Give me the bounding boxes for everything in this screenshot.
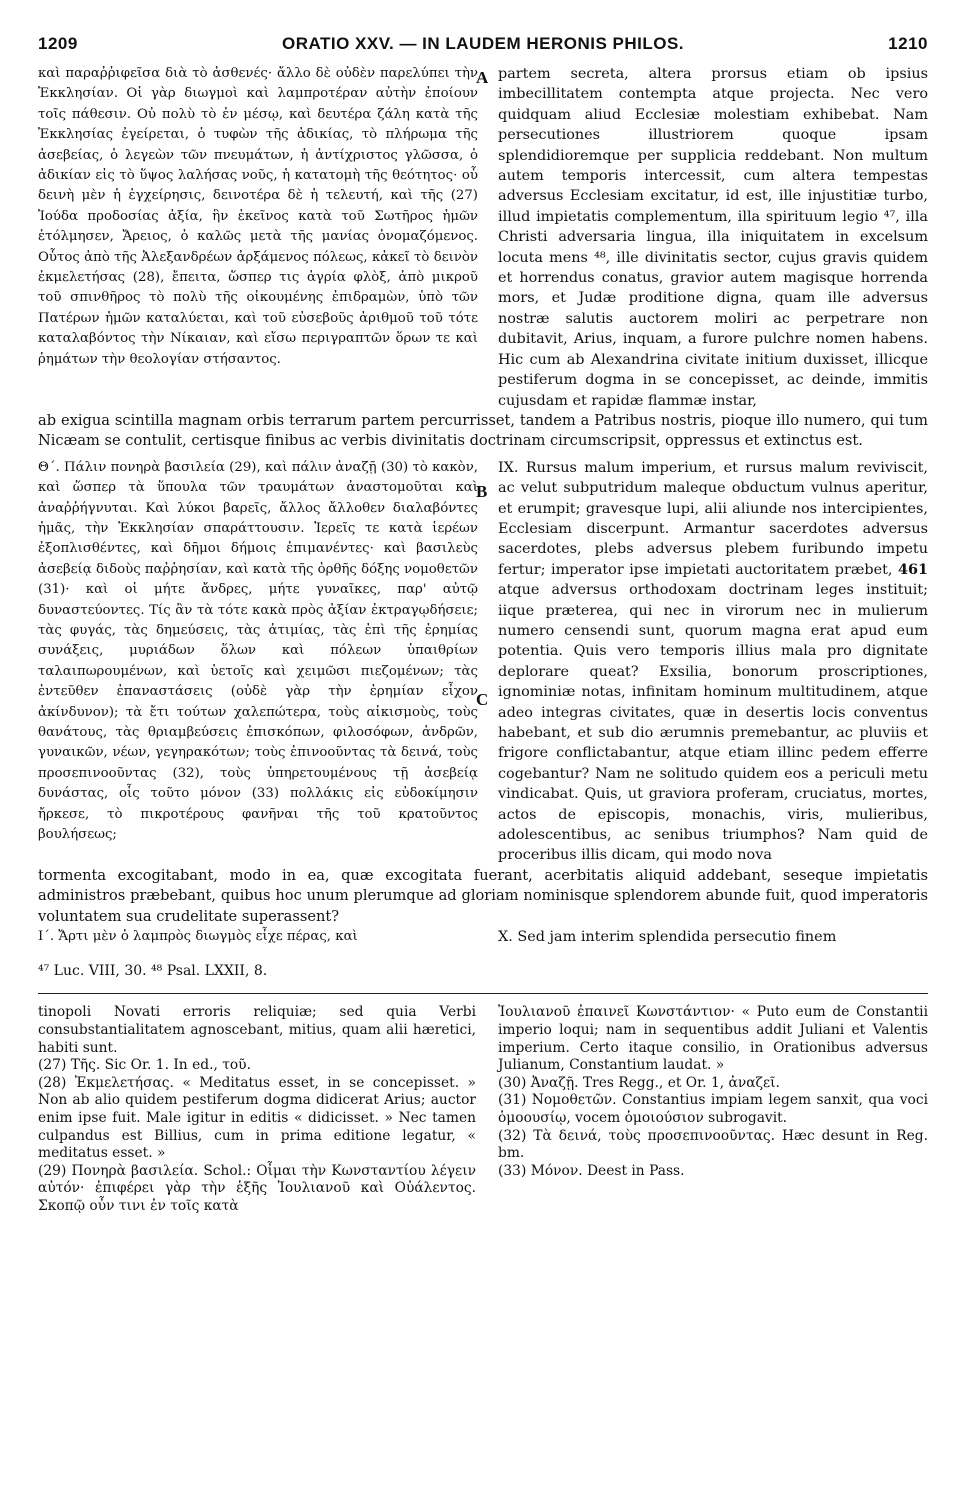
latin-column-1 [498, 64, 928, 411]
note-right-1: (30) Ἀναζῇ. Tres Regg., et Or. 1, ἀναζεῖ. [498, 1074, 780, 1091]
latin-column-2 [498, 458, 928, 866]
edition-page-number: 461 [897, 560, 928, 578]
latin-text-1: partem secreta, altera prorsus etiam ob ipsius imbecillitatem contempta atque projecta. Nec vero quidquam aliud Ecclesiæ molestiam exhibebat. Nam persecutiones illustriorem quoque ipsam splendidioremque per supplicia reddebant. Non multum autem temporis intercessit, cum altera tempestas adversus Ecclesiam excitatur, id est, ille injustitiæ turbo, illud impietatis complementum, illa spirituum legio ⁴⁷, illa Christi adversaria lingua, illa iniquitatem in excelsum locuta mens ⁴⁸, ille divinitatis sector, cujus gravis quidem et horrendus conatus, gravior autem magisque horrenda mors, et Judæ proditione digna, quam ille adversus nostræ salutis auctorem moliri ac perpetrare non dubitavit, Arius, inquam, a furore pulchre nomen habens. Hic cum ab Alexandrina civitate initium duxisset, illicque pestiferum dogma in se concepisset, ac deinde, immitis cujusdam et rapidæ flammæ instar, [498, 66, 928, 409]
note-right-3: (32) Τὰ δεινά, τοὺς προσεπινοοῦντας. Hæc desunt in Reg. bm. [498, 1127, 928, 1162]
margin-letter-c: C [476, 689, 489, 709]
latin-column-3 [498, 927, 928, 947]
notes-left-column [38, 1004, 476, 1215]
latin-text-3: X. Sed jam interim splendida persecutio finem [498, 929, 837, 946]
running-header [38, 34, 928, 64]
greek-column-1 [38, 64, 478, 411]
note-right-0: Ἰουλιανοῦ ἐπαινεῖ Κωνστάντιον· « Puto eum de Constantii imperio loqui; nam in sequentibus addit Juliani et Valentis imperium. Certo itaque consilio, in Orationibus adversus Julianum, Constantium laudat. » [498, 1004, 928, 1074]
greek-text-3: Ι΄. Ἄρτι μὲν ὁ λαμπρὸς διωγμὸς εἶχε πέρας, καὶ [38, 929, 358, 945]
running-title: ORATIO XXV. — IN LAUDEM HERONIS PHILOS. [281, 34, 685, 53]
notes-divider [38, 993, 928, 994]
margin-letter-b: B [476, 482, 488, 501]
note-left-0: tinopoli Novati erroris reliquiæ; sed quia Verbi consubstantialitatem agnoscebant, mitius, quam alii hæretici, habiti sunt. [38, 1004, 476, 1056]
note-right-2: (31) Νομοθετῶν. Constantius impiam legem sanxit, qua voci ὁμοουσίῳ, vocem ὁμοιούσιον subrogavit. [498, 1092, 928, 1127]
page-number-left: 1209 [38, 34, 78, 53]
section-3-columns [38, 927, 928, 947]
greek-column-2 [38, 458, 478, 866]
page-number-right: 1210 [888, 34, 928, 53]
scripture-footnotes: ⁴⁷ Luc. VIII, 30. ⁴⁸ Psal. LXXII, 8. [38, 963, 268, 980]
notes-right-column [498, 1004, 928, 1215]
page [38, 34, 928, 1216]
note-right-4: (33) Μόνον. Deest in Pass. [498, 1162, 685, 1179]
latin-text-2b: atque adversus orthodoxam doctrinam leges instituit; iique præterea, qui nec in virorum nec in mulierum numero censendi sunt, quorum magna erat apud eum potentia. Quis vero temporis illius mala pro dignitate deplorare queat? Exsilia, bonorum proscriptiones, ignominiæ notas, infinitam hominum multitudinem, atque adeo integras civitates, quæ in desertis locis conventus habebant, et sub dio ærumnis premebantur, ac pluviis et frigore conflictabantur, atque etiam illinc pedem efferre cogebantur? Nam ne solitudo quidem eos a periculi metu vindicabat. Quis, ut graviora proferam, cruciatus, mortes, actos de episcopis, monachis, viris, mulieribus, adolescentibus, ac senibus triumphos? Nam quid de proceribus illis dicam, qui modo nova [498, 582, 928, 864]
note-left-2: (28) Ἐκμελετήσας. « Meditatus esset, in se concepisset. » Non ab alio quidem pestiferum dogma didicerat Arius; auctor enim ipse fuit. Male igitur in editis « didicisset. » Nec tamen culpandus est Billius, cum in prima editione legatur, « meditatus esset. » [38, 1074, 476, 1162]
note-left-3: (29) Πονηρὰ βασιλεία. Schol.: Οἶμαι τὴν Κωνσταντίου λέγειν αὐτόν· ἐπιφέρει γὰρ τὴν ἑξῆς Ἰουλιανοῦ καὶ Οὐάλεντος. Σκοπῷ οὖν τινι ἐν τοῖς κατὰ [38, 1162, 476, 1214]
latin-fullwidth-2: tormenta excogitabant, modo in ea, quæ excogitata fuerant, acerbitatis aliquid addebant, seseque impietatis administros præbebant, quibus hoc unum plerumque ad gloriam nominisque splendorem abunde fuit, quod imperatoris voluntatem sua crudelitate superassent? [38, 866, 928, 925]
greek-text-2: Θ΄. Πάλιν πονηρὰ βασιλεία (29), καὶ πάλιν ἀναζῇ (30) τὸ κακὸν, καὶ ὥσπερ τὰ ὕπουλα τῶν τραυμάτων ἀναστομοῦται καὶ ἀναῤῥήγνυται. Καὶ λύκοι βαρεῖς, ἄλλος ἄλλοθεν διαλαβόντες ἡμᾶς, τὴν Ἐκκλησίαν σπαράττουσιν. Ἱερεῖς τε κατὰ ἱερέων ἐξοπλισθέντες, καὶ δῆμοι δήμοις ἐπιμανέντες· καὶ βασιλεὺς ἀσεβείᾳ διδοὺς παῤῥησίαν, καὶ κατὰ τῆς ὀρθῆς δόξης νομοθετῶν (31)· καὶ οἱ μήτε ἄνδρες, μήτε γυναῖκες, παρ' αὐτῷ δυναστεύοντες. Τίς ἂν τὰ τότε κακὰ πρὸς ἀξίαν ἐκτραγῳδήσειε; τὰς φυγάς, τὰς δημεύσεις, τὰς ἀτιμίας, τὰς ἐπὶ τῆς ἐρημίας συνάξεις, μυριάδων ὅλων καὶ πόλεων ὑπαιθρίων ταλαιπωρουμένων, καὶ ὑετοῖς καὶ χειμῶσι πιεζομένων; τὰς ἐντεῦθεν ἐπαναστάσεις (οὐδὲ γὰρ τὴν ἐρημίαν εἶχον ἀκίνδυνον); τὰ ἔτι τούτων χαλεπώτερα, τοὺς αἰκισμοὺς, τοὺς θανάτους, τὰς θριαμβεύσεις ἐπισκόπων, φιλοσόφων, ἀνδρῶν, γυναικῶν, νέων, γεγηρακότων; τοὺς ἐπινοοῦντας τὰ δεινά, τοὺς προσεπινοοῦντας (32), τοὺς ὑπηρετουμένους τῇ ἀσεβείᾳ δυνάστας, οἷς τοῦτο μόνον (33) πολλάκις εἰς εὐδοκίμησιν ἤρκεσε, τὸ πικροτέρους φανῆναι τῆς τοῦ κρατοῦντος βουλήσεως; [38, 459, 478, 843]
critical-notes [38, 1004, 928, 1215]
greek-text-1: καὶ παραῤῥιφεῖσα διὰ τὸ ἀσθενές· ἄλλο δὲ οὐδὲν παρελύπει τὴν Ἐκκλησίαν. Οἱ γὰρ διωγμοὶ καὶ λαμπροτέραν αὐτὴν ἐποίουν τοῖς πάθεσιν. Οὐ πολὺ τὸ ἐν μέσῳ, καὶ δευτέρα ζάλη κατὰ τῆς Ἐκκλησίας ἐγείρεται, ὁ τυφὼν τῆς ἀδικίας, τὸ πλήρωμα τῆς ἀσεβείας, ὁ λεγεὼν τῶν πνευμάτων, ἡ ἀντίχριστος γλῶσσα, ὁ ἀδικίαν εἰς τὸ ὕψος λαλήσας νοῦς, ἡ κατατομὴ τῆς θεότητος· οὗ δεινὴ μὲν ἡ ἐγχείρησις, δεινοτέρα δὲ ἡ τελευτή, καὶ τῆς (27) Ἰούδα προδοσίας ἀξία, ἣν ἐκεῖνος κατὰ τοῦ Σωτῆρος ἡμῶν ἐτόλμησεν, Ἄρειος, ὁ καλῶς μετὰ τῆς μανίας ὀνομαζόμενος. Οὗτος ἀπὸ τῆς Ἀλεξανδρέων ἀρξάμενος πόλεως, κἀκεῖ τὸ δεινὸν ἐκμελετήσας (28), ἔπειτα, ὥσπερ τις ἀγρία φλὸξ, ἀπὸ μικροῦ τοῦ σπινθῆρος τὸ πολὺ τῆς οἰκουμένης ἐπιδραμὼν, ὑπὸ τῶν Πατέρων ἡμῶν καταλύεται, καὶ τοῦ εὐσεβοῦς ἀριθμοῦ τοῦ τότε καταλαβόντος τὴν Νίκαιαν, καὶ εἴσω περιγραπτῶν ὅρων τε καὶ ῥημάτων τὴν θεολογίαν στήσαντος. [38, 66, 478, 367]
latin-text-2 [498, 458, 928, 866]
latin-fullwidth-1: ab exigua scintilla magnam orbis terrarum partem percurrisset, tandem a Patribus nostris, pioque illo numero, qui tum Nicæam se contulit, certisque finibus ac verbis divinitatis doctrinam circumscripsit, oppressus et extinctus est. [38, 411, 928, 450]
latin-text-2a: IX. Rursus malum imperium, et rursus malum reviviscit, ac velut subputridum maleque obductum vulnus aperitur, et erumpit; gravesque lupi, alii aliunde nos intercipientes, Ecclesiam discerpunt. Armantur sacerdotes adversus sacerdotes, plebs adversus plebem furibundo impetu fertur; imperator ipse impietati auctoritatem præbet, [498, 459, 928, 578]
section-2-columns [38, 458, 928, 866]
note-left-1: (27) Τῆς. Sic Or. 1. In ed., τοῦ. [38, 1057, 251, 1074]
margin-letter-a: A [476, 68, 489, 87]
greek-column-3 [38, 927, 478, 947]
